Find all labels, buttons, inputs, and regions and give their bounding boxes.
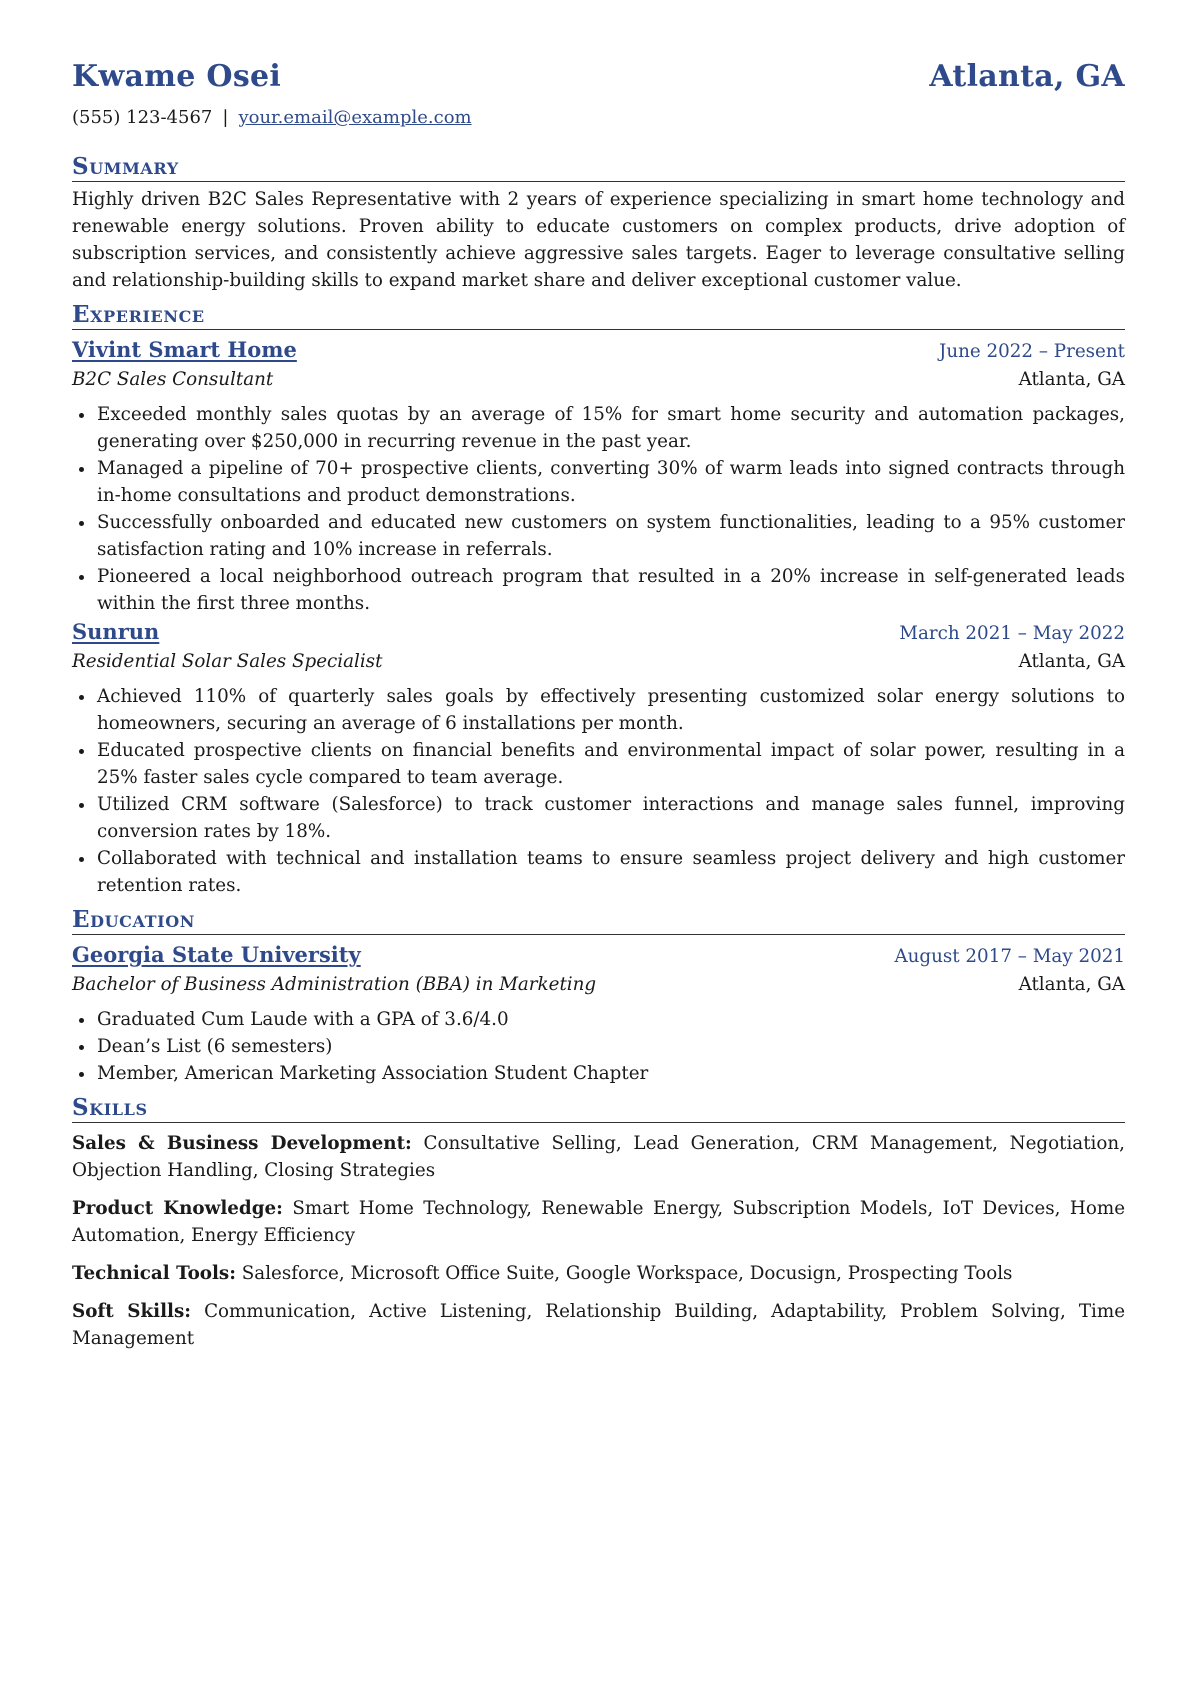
job-location: Atlanta, GA — [1018, 369, 1125, 390]
skill-line — [72, 1195, 1125, 1249]
skill-text: Salesforce, Microsoft Office Suite, Google Workspace, Docusign, Prospecting Tools — [241, 1263, 1013, 1284]
candidate-city: Atlanta, GA — [929, 59, 1125, 94]
email-link[interactable]: your.email@example.com — [238, 107, 472, 128]
company-name[interactable]: Sunrun — [72, 619, 160, 644]
bullet-item: Exceeded monthly sales quotas by an average of 15% for smart home security and automation packages, generating over $250,000 in recurring revenue in the past year. — [72, 401, 1125, 455]
job-dates: March 2021 – May 2022 — [899, 623, 1125, 644]
resume-header — [72, 0, 1125, 128]
job-entry — [72, 335, 1125, 617]
skill-label: Product Knowledge: — [72, 1198, 283, 1219]
skill-text: Communication, Active Listening, Relationship Building, Adaptability, Problem Solving, Time Management — [72, 1301, 1126, 1349]
education-location: Atlanta, GA — [1018, 974, 1125, 995]
skill-line — [72, 1130, 1125, 1184]
phone-number: (555) 123-4567 — [72, 107, 213, 128]
skills-heading: Skills — [72, 1094, 1125, 1123]
contact-line — [72, 109, 472, 127]
skills-list — [72, 1130, 1125, 1352]
bullet-item: Dean’s List (6 semesters) — [72, 1033, 1125, 1060]
candidate-name: Kwame Osei — [72, 59, 282, 94]
bullet-item: Collaborated with technical and installation teams to ensure seamless project delivery and high customer retention rates. — [72, 845, 1125, 899]
bullet-item: Educated prospective clients on financial benefits and environmental impact of solar power, resulting in a 25% faster sales cycle compared to team average. — [72, 737, 1125, 791]
job-title: Residential Solar Sales Specialist — [72, 651, 383, 672]
bullet-item: Successfully onboarded and educated new customers on system functionalities, leading to a 95% customer satisfaction rating and 10% increase in referrals. — [72, 509, 1125, 563]
summary-text: Highly driven B2C Sales Representative with 2 years of experience specializing in smart home technology and renewable energy solutions. Proven ability to educate customers on complex products, drive adoption of subscription services, and consistently achieve aggressive sales targets. Eager to leverage consultative selling and relationship-building skills to expand market share and deliver exceptional customer value. — [72, 189, 1125, 291]
skill-line — [72, 1298, 1125, 1352]
education-heading: Education — [72, 906, 1125, 935]
bullet-item: Member, American Marketing Association Student Chapter — [72, 1060, 1125, 1087]
skill-label: Sales & Business Development: — [72, 1133, 412, 1154]
degree-name: Bachelor of Business Administration (BBA) in Marketing — [72, 974, 597, 995]
job-title: B2C Sales Consultant — [72, 369, 274, 390]
skill-label: Soft Skills: — [72, 1301, 192, 1322]
school-name[interactable]: Georgia State University — [72, 942, 361, 967]
skill-line — [72, 1260, 1125, 1287]
job-dates: June 2022 – Present — [939, 341, 1125, 362]
experience-section — [72, 301, 1125, 899]
job-entry — [72, 617, 1125, 899]
education-entry — [72, 940, 1125, 1087]
experience-heading: Experience — [72, 301, 1125, 330]
job-bullets — [72, 401, 1125, 617]
education-dates: August 2017 – May 2021 — [894, 946, 1125, 967]
job-bullets — [72, 683, 1125, 899]
bullet-item: Achieved 110% of quarterly sales goals by effectively presenting customized solar energy solutions to homeowners, securing an average of 6 installations per month. — [72, 683, 1125, 737]
bullet-item: Pioneered a local neighborhood outreach program that resulted in a 20% increase in self-generated leads within the first three months. — [72, 563, 1125, 617]
bullet-item: Managed a pipeline of 70+ prospective clients, converting 30% of warm leads into signed contracts through in-home consultations and product demonstrations. — [72, 455, 1125, 509]
skill-text: Consultative Selling, Lead Generation, CRM Management, Negotiation, Objection Handling, Closing Strategies — [72, 1133, 1125, 1181]
education-bullets — [72, 1006, 1125, 1087]
skills-section — [72, 1094, 1125, 1352]
bullet-item: Graduated Cum Laude with a GPA of 3.6/4.0 — [72, 1006, 1125, 1033]
resume-page — [72, 0, 1125, 1363]
company-name[interactable]: Vivint Smart Home — [72, 337, 297, 362]
skill-text: Smart Home Technology, Renewable Energy, Subscription Models, IoT Devices, Home Automation, Energy Efficiency — [72, 1198, 1126, 1246]
contact-separator: | — [222, 107, 229, 128]
job-location: Atlanta, GA — [1018, 651, 1125, 672]
skill-label: Technical Tools: — [72, 1263, 236, 1284]
education-section — [72, 906, 1125, 1087]
bullet-item: Utilized CRM software (Salesforce) to track customer interactions and manage sales funnel, improving conversion rates by 18%. — [72, 791, 1125, 845]
summary-heading: Summary — [72, 153, 1125, 182]
summary-section — [72, 153, 1125, 294]
